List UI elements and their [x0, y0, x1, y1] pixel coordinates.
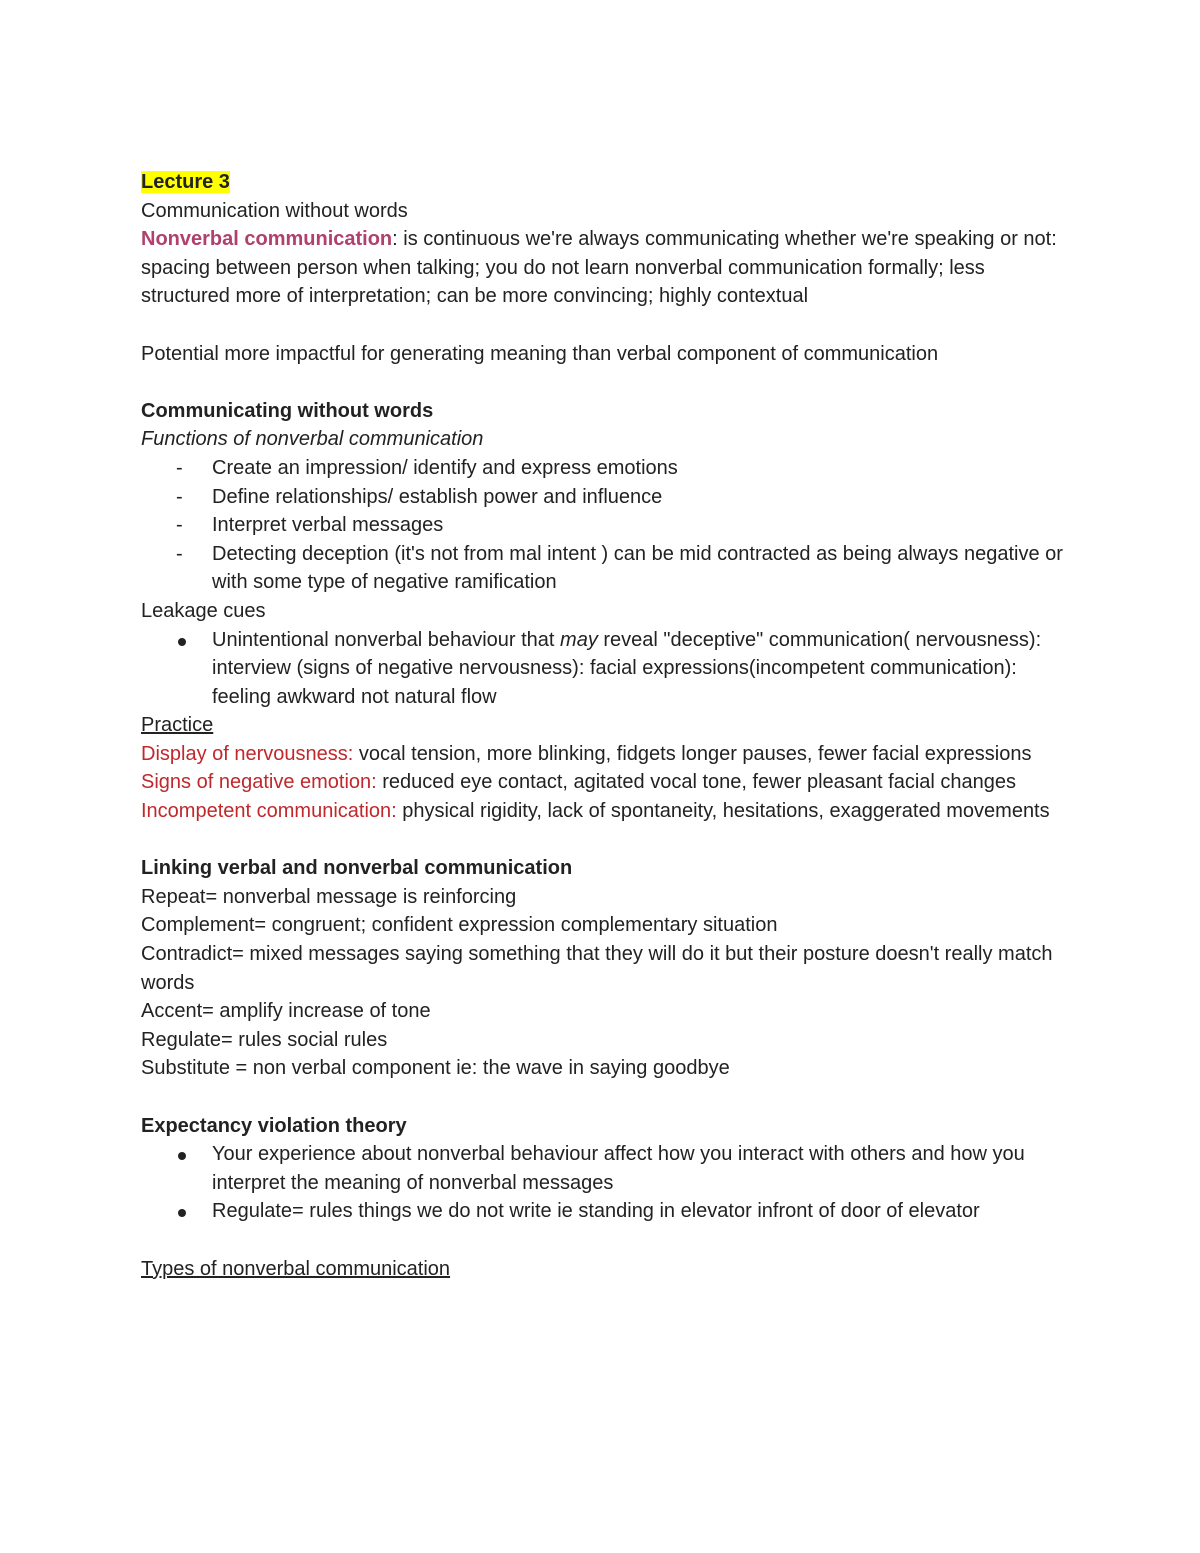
practice-heading: Practice [141, 714, 214, 737]
list-item: - Define relationships/ establish power and influence [141, 483, 1071, 512]
linking-line: Regulate= rules social rules [141, 1028, 388, 1051]
nonverbal-definition [141, 225, 1071, 311]
practice-item-negative-emotion: Signs of negative emotion: reduced eye contact, agitated vocal tone, fewer pleasant facial changes [141, 771, 1016, 794]
list-item: Your experience about nonverbal behaviour affect how you interact with others and how you interpret the meaning of nonverbal messages [141, 1140, 1071, 1197]
section-heading-communicating: Communicating without words [141, 399, 434, 422]
nonverbal-term: Nonverbal communication [141, 228, 393, 251]
blank-line [141, 1083, 1071, 1112]
list-item: - Detecting deception (it's not from mal intent ) can be mid contracted as being always negative or with some type of negative ramification [141, 540, 1071, 597]
functions-heading: Functions of nonverbal communication [141, 428, 484, 451]
potential-line: Potential more impactful for generating meaning than verbal component of communication [141, 342, 939, 365]
functions-list [141, 454, 1071, 597]
list-item: Unintentional nonverbal behaviour that may reveal "deceptive" communication( nervousness): interview (signs of negative nervousness): facial expressions(incompetent communication): feeling awkward not natural flow [141, 626, 1071, 712]
subtitle: Communication without words [141, 199, 408, 222]
types-heading: Types of nonverbal communication [141, 1257, 451, 1280]
blank-line [141, 368, 1071, 397]
blank-line [141, 311, 1071, 340]
list-item: Regulate= rules things we do not write ie standing in elevator infront of door of elevator [141, 1197, 1071, 1226]
leakage-heading: Leakage cues [141, 599, 266, 622]
linking-line: Repeat= nonverbal message is reinforcing [141, 885, 517, 908]
linking-line: Contradict= mixed messages saying something that they will do it but their posture doesn't really match words [141, 943, 1053, 994]
practice-item-nervousness: Display of nervousness: vocal tension, more blinking, fidgets longer pauses, fewer facial expressions [141, 742, 1032, 765]
list-item: - Create an impression/ identify and express emotions [141, 454, 1071, 483]
expectancy-list [141, 1140, 1071, 1226]
document-body [141, 168, 1071, 1283]
leakage-list [141, 626, 1071, 712]
blank-line [141, 826, 1071, 855]
practice-item-incompetent: Incompetent communication: physical rigidity, lack of spontaneity, hesitations, exaggerated movements [141, 800, 1050, 823]
nonverbal-definition-text: : is continuous we're always communicating whether we're speaking or not: spacing between person when talking; you do not learn nonverbal communication formally; less structured more of interpretation; can be more convincing; highly contextual [141, 228, 1057, 308]
linking-line: Substitute = non verbal component ie: the wave in saying goodbye [141, 1057, 730, 1080]
list-item: - Interpret verbal messages [141, 511, 1071, 540]
linking-line: Complement= congruent; confident expression complementary situation [141, 914, 778, 937]
lecture-title: Lecture 3 [141, 171, 230, 193]
blank-line [141, 1226, 1071, 1255]
section-heading-expectancy: Expectancy violation theory [141, 1114, 407, 1137]
linking-line: Accent= amplify increase of tone [141, 1000, 431, 1023]
section-heading-linking: Linking verbal and nonverbal communication [141, 857, 573, 880]
